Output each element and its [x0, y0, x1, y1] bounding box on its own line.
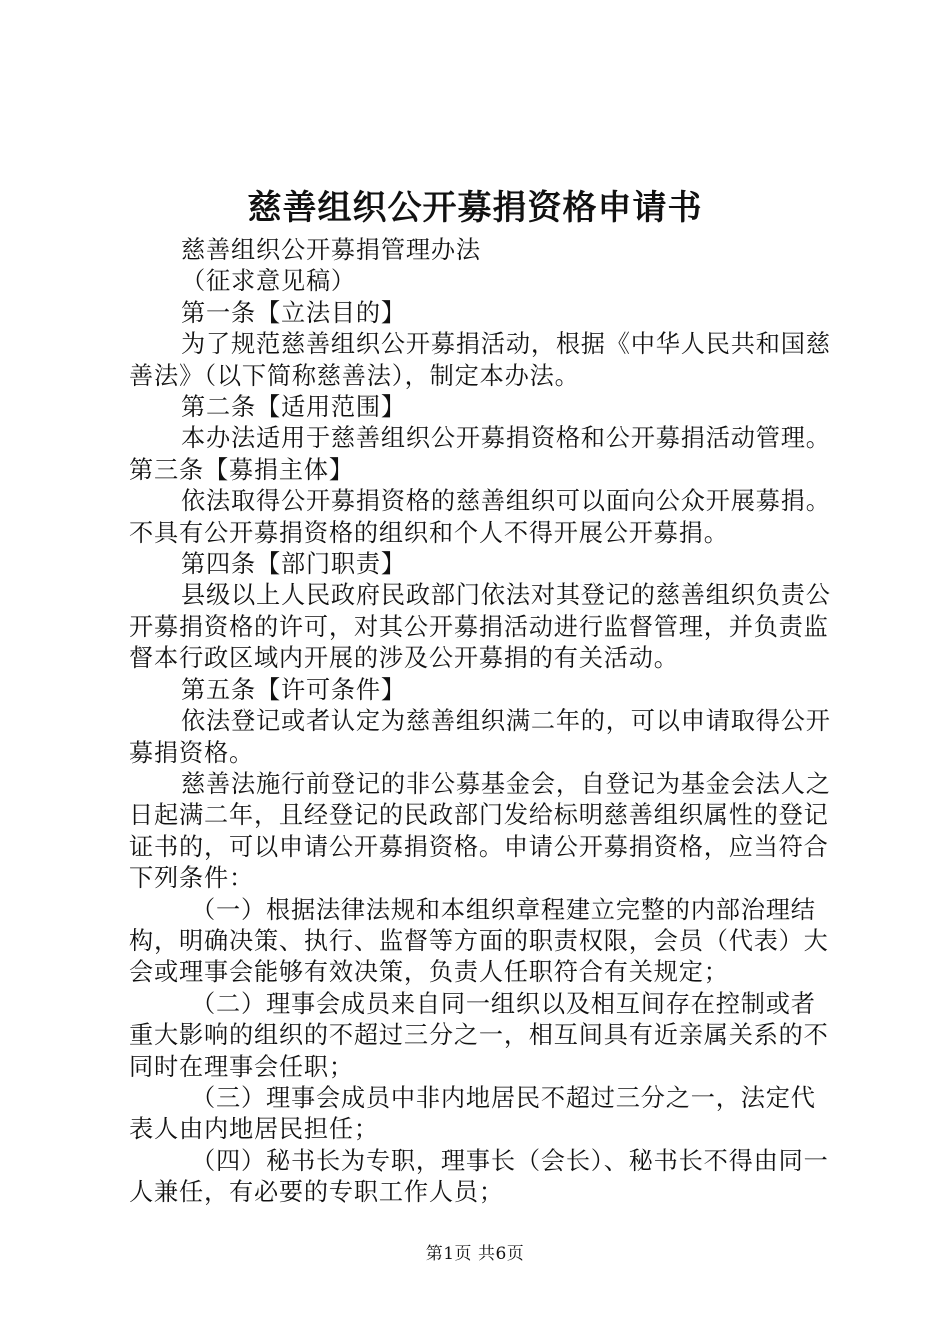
article-heading: 第五条【许可条件】	[181, 675, 406, 704]
body-paragraph: 慈善法施行前登记的非公募基金会，自登记为基金会法人之日起满二年，且经登记的民政部门发给标明慈善组织属性的登记证书的，可以申请公开募捐资格。申请公开募捐资格，应当符合下列条件：	[129, 769, 831, 893]
body-paragraph: 县级以上人民政府民政部门依法对其登记的慈善组织负责公开募捐资格的许可，对其公开募捐活动进行监督管理，并负责监督本行政区域内开展的涉及公开募捐的有关活动。	[129, 581, 831, 673]
page-number: 第1页 共6页	[425, 1244, 525, 1264]
body-paragraph: 依法取得公开募捐资格的慈善组织可以面向公众开展募捐。不具有公开募捐资格的组织和个人不得开展公开募捐。	[129, 487, 831, 547]
document-body	[129, 235, 839, 1209]
document-title: 慈善组织公开募捐资格申请书	[247, 188, 703, 228]
list-item: （三）理事会成员中非内地居民不超过三分之一，法定代表人由内地居民担任；	[129, 1083, 816, 1144]
article-heading: 第二条【适用范围】	[181, 393, 406, 422]
body-paragraph: 本办法适用于慈善组织公开募捐资格和公开募捐活动管理。第三条【募捐主体】	[129, 424, 831, 484]
article-heading: 第四条【部门职责】	[181, 550, 406, 579]
list-item: （一）根据法律法规和本组织章程建立完整的内部治理结构，明确决策、执行、监督等方面的职责权限，会员（代表）大会或理事会能够有效决策，负责人任职符合有关规定；	[129, 895, 829, 987]
body-paragraph: 依法登记或者认定为慈善组织满二年的，可以申请取得公开募捐资格。	[129, 707, 831, 767]
body-paragraph: 为了规范慈善组织公开募捐活动，根据《中华人民共和国慈善法》（以下简称慈善法），制定本办法。	[129, 330, 831, 390]
article-heading: 第一条【立法目的】	[181, 298, 406, 327]
subtitle-paragraph: 慈善组织公开募捐管理办法	[181, 236, 481, 264]
list-item: （二）理事会成员来自同一组织以及相互间存在控制或者重大影响的组织的不超过三分之一，相互间具有近亲属关系的不同时在理事会任职；	[129, 989, 829, 1081]
draft-note-paragraph: （征求意见稿）	[181, 267, 356, 296]
list-item: （四）秘书长为专职，理事长（会长）、秘书长不得由同一人兼任，有必要的专职工作人员；	[129, 1146, 829, 1207]
